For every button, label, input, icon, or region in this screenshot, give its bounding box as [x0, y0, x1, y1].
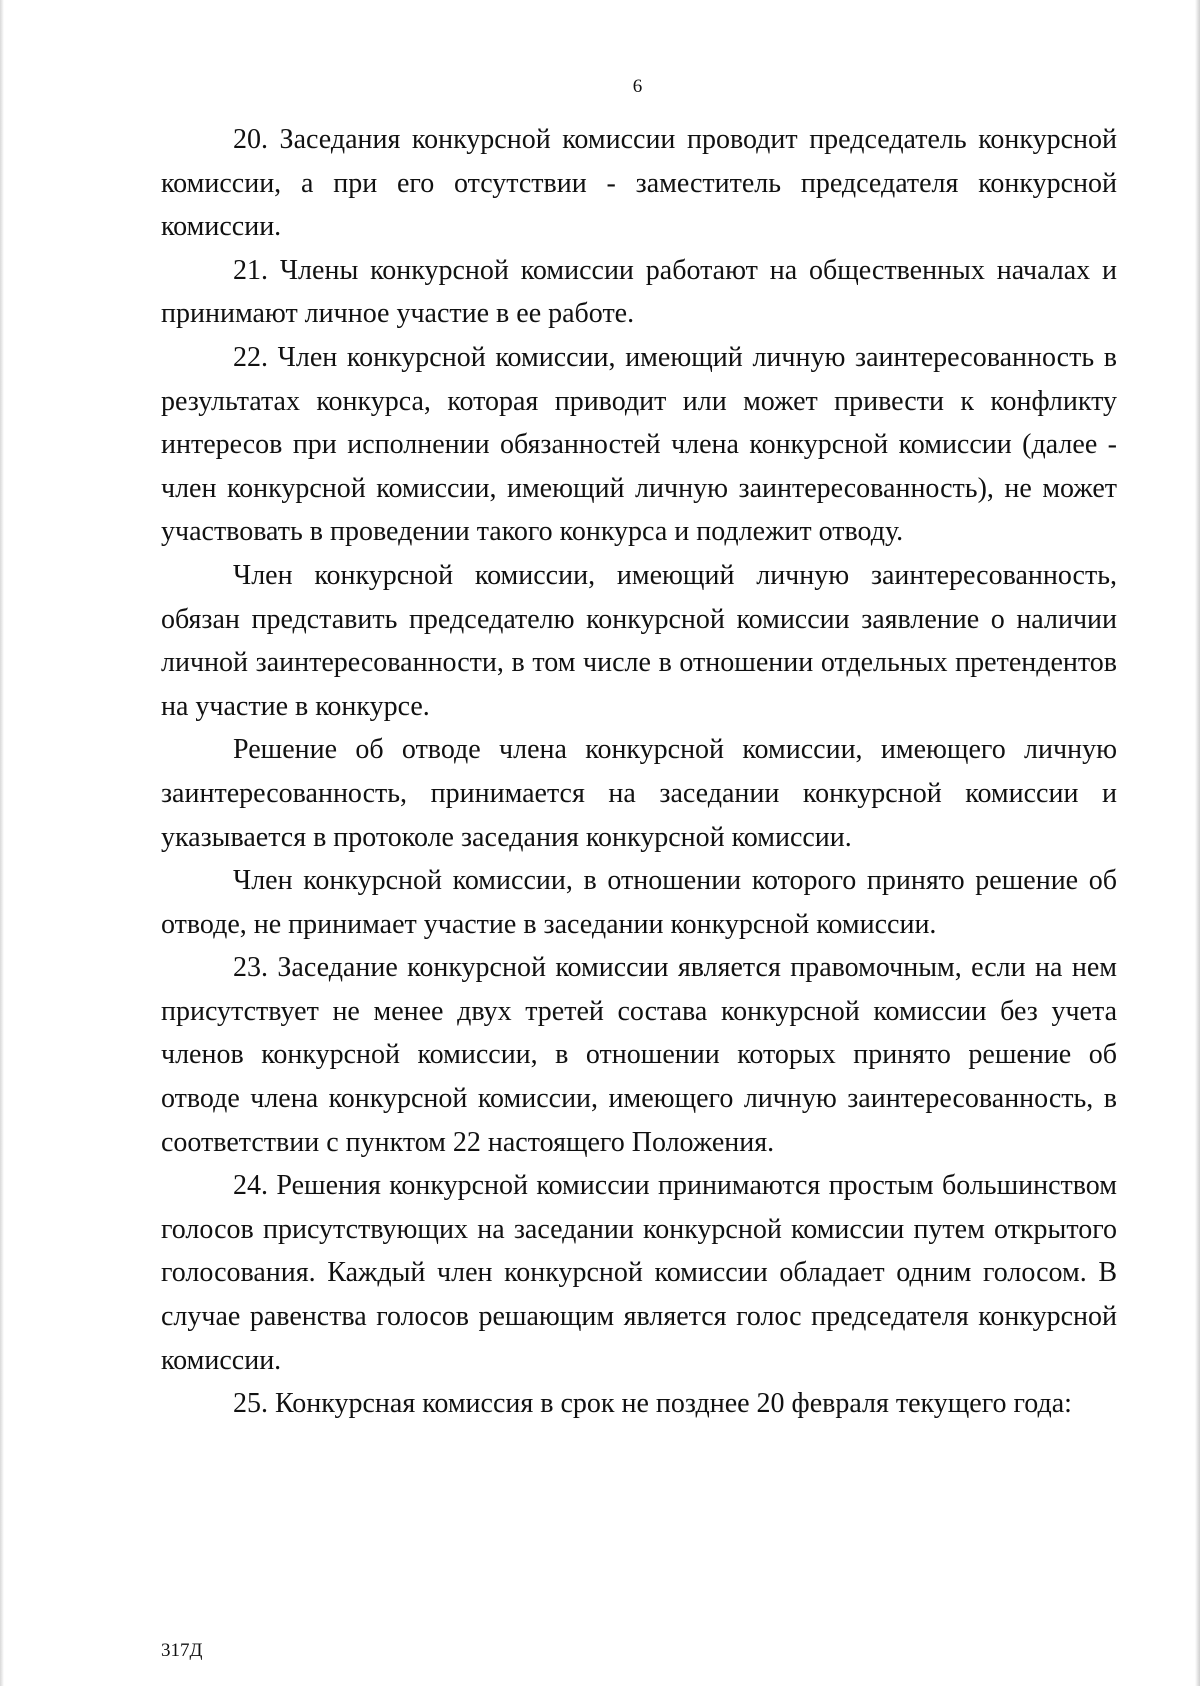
paragraph-23: 23. Заседание конкурсной комиссии является правомочным, если на нем присутствует не менее двух третей состава конкурсной комиссии без учета членов конкурсной комиссии, в отношении которых принято решение об отводе члена конкурсной комиссии, имеющего личную заинтересованность, в соответствии с пунктом 22 настоящего Положения.: [161, 952, 1117, 1158]
scan-edge-right: [1195, 0, 1200, 1686]
scan-edge-left: [0, 0, 4, 1686]
paragraph-22-decision: Решение об отводе члена конкурсной комиссии, имеющего личную заинтересованность, принимается на заседании конкурсной комиссии и указывается в протоколе заседания конкурсной комиссии.: [161, 734, 1117, 853]
paragraph-22-notice: Член конкурсной комиссии, имеющий личную заинтересованность, обязан представить председателю конкурсной комиссии заявление о наличии личной заинтересованности, в том числе в отношении отдельных претендентов на участие в конкурсе.: [161, 559, 1117, 722]
document-code: 317Д: [161, 1640, 203, 1661]
page-number: 6: [632, 76, 643, 97]
paragraph-20: 20. Заседания конкурсной комиссии проводит председатель конкурсной комиссии, а при его отсутствии - заместитель председателя конкурсной комиссии.: [161, 124, 1117, 243]
paragraph-24: 24. Решения конкурсной комиссии принимаются простым большинством голосов присутствующих на заседании конкурсной комиссии путем открытого голосования. Каждый член конкурсной комиссии обладает одним голосом. В случае равенства голосов решающим является голос председателя конкурсной комиссии.: [161, 1170, 1117, 1376]
paragraph-22: 22. Член конкурсной комиссии, имеющий личную заинтересованность в результатах конкурса, которая приводит или может привести к конфликту интересов при исполнении обязанностей члена конкурсной комиссии (далее - член конкурсной комиссии, имеющий личную заинтересованность), не может участвовать в проведении такого конкурса и подлежит отводу.: [161, 341, 1117, 548]
paragraph-22-recusal: Член конкурсной комиссии, в отношении которого принято решение об отводе, не принимает участие в заседании конкурсной комиссии.: [161, 865, 1117, 940]
paragraph-21: 21. Члены конкурсной комиссии работают на общественных началах и принимают личное участие в ее работе.: [161, 254, 1117, 330]
document-body: [161, 118, 1117, 1426]
paragraph-25: 25. Конкурсная комиссия в срок не позднее 20 февраля текущего года:: [233, 1388, 1072, 1420]
